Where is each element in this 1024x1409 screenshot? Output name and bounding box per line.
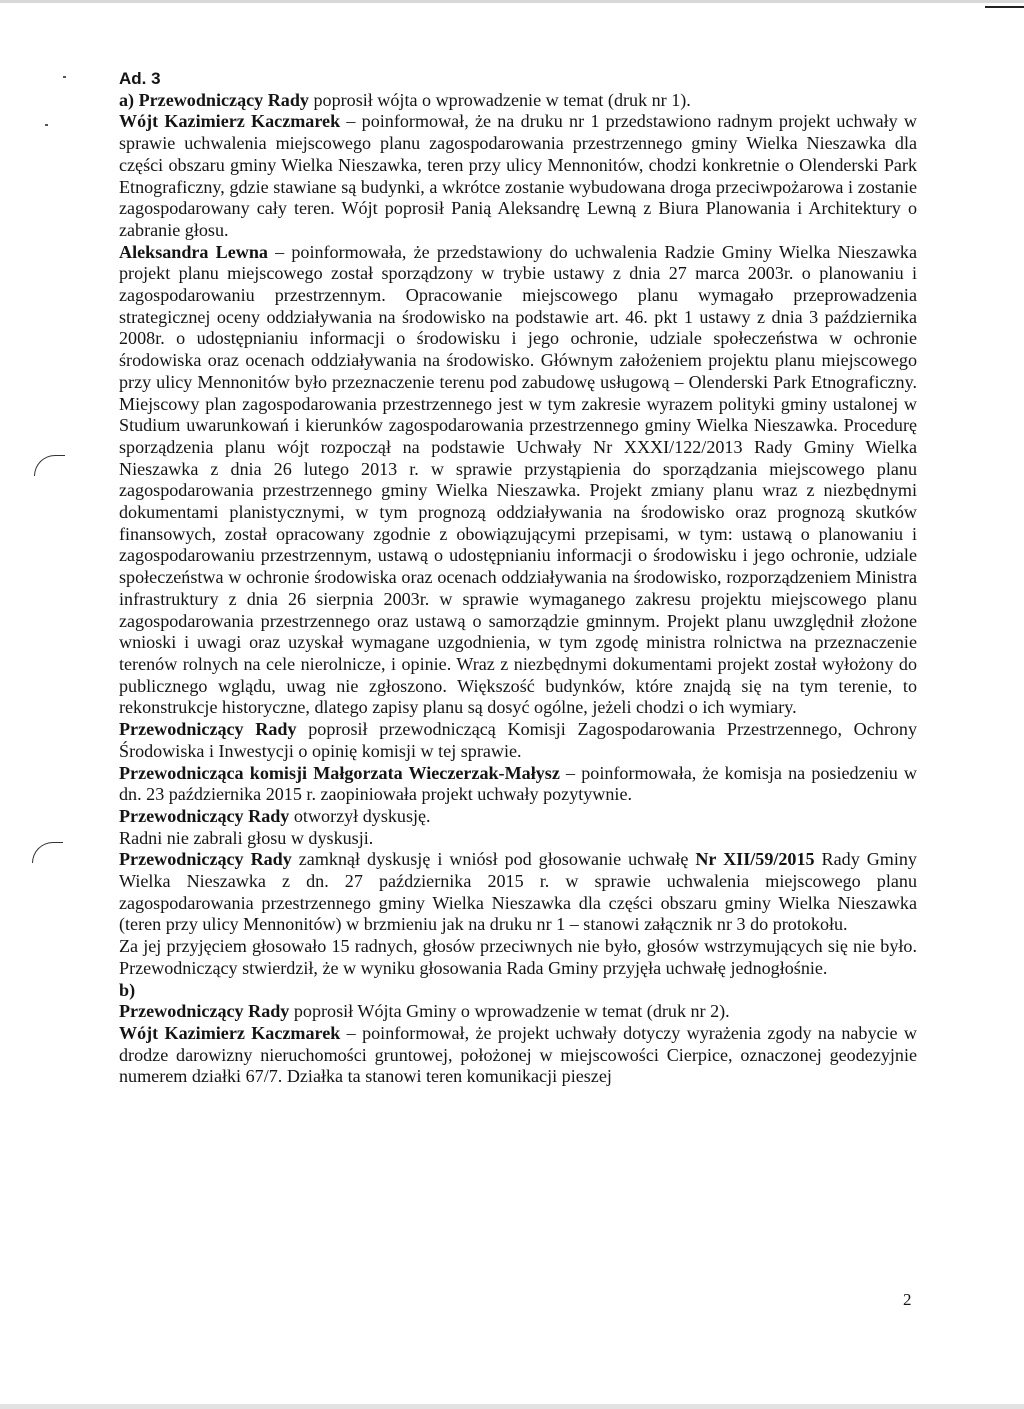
text-run: poprosił wójta o wprowadzenie w temat (druk nr 1).: [308, 89, 691, 110]
paragraph: [119, 980, 917, 1002]
bold-text-run: Przewodniczący Rady: [119, 849, 292, 870]
bold-text-run: Wójt Kazimierz Kaczmarek: [119, 1022, 341, 1043]
paragraph: [119, 719, 917, 762]
bold-text-run: Nr XII/59/2015: [695, 849, 815, 870]
document-body: [119, 68, 917, 1088]
scan-speck: [45, 124, 48, 126]
bold-text-run: Przewodniczący Rady: [119, 805, 290, 826]
bold-text-run: b): [119, 979, 136, 1000]
punch-hole-mark: [34, 455, 65, 476]
paragraph: [119, 1001, 917, 1023]
text-run: Rady Gminy Wielka Nieszawka z dn. 27 października 2015 r. w sprawie uchwalenia miejscowego planu zagospodarowania przestrzennego gminy Wielka Nieszawka dla części obszaru gminy Wielka Nieszawka (teren przy ulicy Mennonitów) w brzmieniu jak na druku nr 1 – stanowi załącznik nr 3 do protokołu.: [119, 849, 917, 935]
bold-text-run: Przewodniczący Rady: [119, 719, 297, 740]
scan-bottom-edge: [0, 1404, 1024, 1409]
section-heading: Ad. 3: [119, 69, 161, 88]
paragraph: [119, 1023, 917, 1088]
text-run: – poinformowała, że przedstawiony do uchwalenia Radzie Gminy Wielka Nieszawka projekt planu miejscowego został sporządzony w trybie ustawy z dnia 27 marca 2003r. o planowaniu i zagospodarowaniu przestrzennym. Opracowanie miejscowego planu wymagało przeprowadzenia strategicznej oceny oddziaływania na środowisko na podstawie art. 46. pkt 1 ustawy z dnia 3 października 2008r. o udostępnianiu informacji o środowisku i jego ochronie, udziale społeczeństwa w ochronie środowiska oraz ocenach oddziaływania na środowisko. Głównym założeniem projektu planu miejscowego przy ulicy Mennonitów było przeznaczenie terenu pod zabudowę usługową – Olenderski Park Etnograficzny. Miejscowy plan zagospodarowania przestrzennego jest w tym zakresie wyrazem polityki gminy ustalonej w Studium uwarunkowań i kierunków zagospodarowania przestrzennego gminy Wielka Nieszawka. Procedurę sporządzenia planu wójt rozpoczął na podstawie Uchwały Nr XXXI/122/2013 Rady Gminy Wielka Nieszawka z dnia 26 lutego 2013 r. w sprawie przystąpienia do sporządzania miejscowego planu zagospodarowania przestrzennego gminy Wielka Nieszawka. Projekt zmiany planu wraz z niezbędnymi dokumentami planistycznymi, w tym prognozą oddziaływania na środowisko oraz prognozą skutków finansowych, został opracowany zgodnie z obowiązującymi przepisami, w tym: ustawą o planowaniu i zagospodarowaniu przestrzennym, ustawą o udostępnianiu informacji o środowisku i jego ochronie, udziale społeczeństwa w ochronie środowiska oraz ocenach oddziaływania na środowisko, rozporządzeniem Ministra infrastruktury z dnia 26 sierpnia 2003r. w sprawie wymaganego zakresu projektu miejscowego planu zagospodarowania przestrzennego oraz ustawą o samorządzie gminnym. Projekt planu uwzględnił złożone wnioski i uwagi oraz uzyskał wymagane uzgodnienia, w tym zgodę ministra rolnictwa na przeznaczenie terenów rolnych na cele nierolnicze, i opinie. Wraz z niezbędnymi dokumentami projekt został wyłożony do publicznego wglądu, uwag nie zgłoszono. Większość budynków, które znajdą się na tym terenie, to rekonstrukcje historyczne, dlatego zapisy planu są dosyć ogólne, jeżeli chodzi o ich wymiary.: [119, 241, 918, 718]
scan-top-edge: [0, 0, 1024, 3]
paragraph: [119, 936, 917, 979]
text-run: poprosił Wójta Gminy o wprowadzenie w temat (druk nr 2).: [289, 1001, 730, 1022]
bold-text-run: Aleksandra Lewna: [119, 241, 268, 262]
paragraph: [119, 806, 917, 828]
text-run: poprosił przewodniczącą Komisji Zagospodarowania Przestrzennego, Ochrony Środowiska i Inwestycji o opinię komisji w tej sprawie.: [119, 719, 917, 761]
paragraph: [119, 763, 917, 806]
scan-speck: [63, 76, 66, 78]
paragraph: [119, 90, 917, 112]
paragraph: [119, 111, 917, 241]
page-number: 2: [903, 1290, 912, 1309]
bold-text-run: Przewodniczący Rady: [119, 1001, 290, 1022]
scan-corner-mark: [985, 6, 1024, 8]
text-run: – poinformowała, że komisja na posiedzeniu w dn. 23 października 2015 r. zaopiniowała projekt uchwały pozytywnie.: [119, 762, 917, 805]
paragraph: [119, 828, 917, 850]
text-run: Za jej przyjęciem głosowało 15 radnych, głosów przeciwnych nie było, głosów wstrzymujących się nie było. Przewodniczący stwierdził, że w wyniku głosowania Rada Gminy przyjęła uchwałę jednogłośnie.: [119, 936, 917, 978]
text-run: – poinformował, że projekt uchwały dotyczy wyrażenia zgody na nabycie w drodze darowizny nieruchomości gruntowej, położonej w miejscowości Cierpice, oznaczonej geodezyjnie numerem działki 67/7. Działka ta stanowi teren komunikacji pieszej: [119, 1022, 917, 1087]
text-run: Radni nie zabrali głosu w dyskusji.: [119, 827, 374, 848]
text-run: zamknął dyskusję i wniósł pod głosowanie uchwałę: [291, 849, 696, 870]
bold-text-run: Wójt Kazimierz Kaczmarek: [119, 111, 341, 132]
bold-text-run: Przewodnicząca komisji Małgorzata Wieczerzak-Małysz: [119, 762, 560, 783]
bold-text-run: a) Przewodniczący Rady: [119, 89, 309, 110]
paragraph-list: [119, 90, 917, 1088]
text-run: otworzył dyskusję.: [289, 805, 431, 826]
paragraph: [119, 242, 917, 719]
punch-hole-mark: [32, 842, 63, 863]
text-run: – poinformował, że na druku nr 1 przedstawiono radnym projekt uchwały w sprawie uchwalenia miejscowego planu zagospodarowania przestrzennego gminy Wielka Nieszawka dla części obszaru gminy Wielka Nieszawka, teren przy ulicy Mennonitów, chodzi konkretnie o Olenderski Park Etnograficzny, gdzie stawiane są budynki, a wkrótce zostanie wybudowana droga przeciwpożarowa i zostanie zagospodarowany cały teren. Wójt poprosił Panią Aleksandrę Lewną z Biura Planowania i Architektury o zabranie głosu.: [119, 111, 918, 240]
paragraph: [119, 849, 917, 936]
